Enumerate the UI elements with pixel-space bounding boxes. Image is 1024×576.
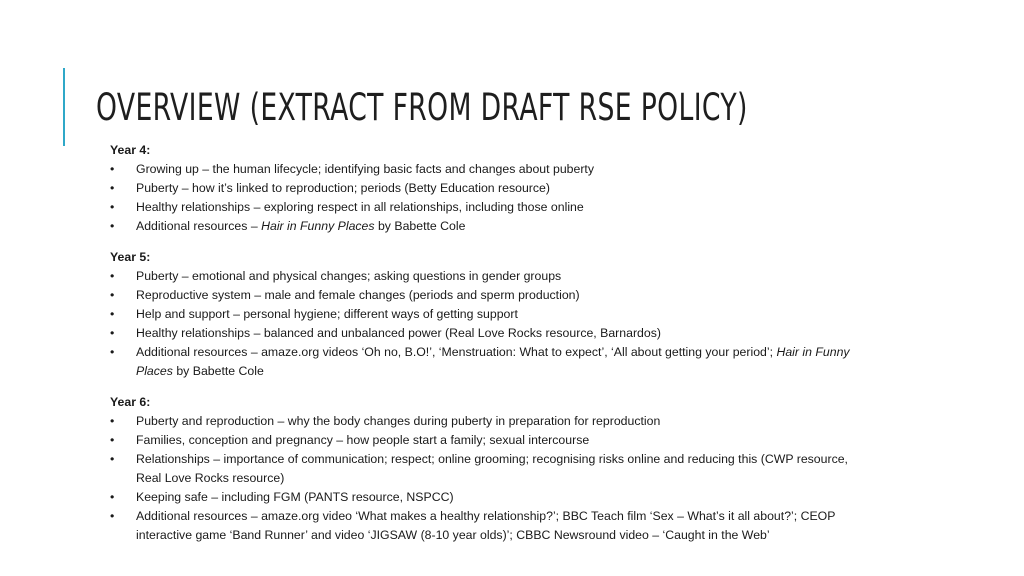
list-item: • Healthy relationships – exploring respect in all relationships, including those online (110, 198, 850, 217)
additional-suffix: by Babette Cole (374, 219, 466, 233)
list-item: • Help and support – personal hygiene; different ways of getting support (110, 305, 850, 324)
book-title: Hair in Funny Places (136, 345, 850, 378)
list-item-additional-resources (110, 217, 850, 236)
year-6-heading: Year 6: (110, 395, 151, 409)
list-item: • Puberty and reproduction – why the body changes during puberty in preparation for reproduction (110, 412, 850, 431)
list-item-additional-resources (110, 343, 850, 381)
list-item-additional-resources: • Additional resources – amaze.org video ‘What makes a healthy relationship?’; BBC Teach film ‘Sex – What’s it all about?’; CEOP interactive game ‘Band Runner’ and video ‘JIGSAW (8-10 year olds)’; CBBC Newsround video – ‘Caught in the Web’ (110, 507, 850, 545)
year-4-heading: Year 4: (110, 143, 151, 157)
year-6-list (110, 412, 850, 545)
list-item: • Reproductive system – male and female changes (periods and sperm production) (110, 286, 850, 305)
list-item: • Puberty – how it’s linked to reproduction; periods (Betty Education resource) (110, 179, 850, 198)
list-item: • Keeping safe – including FGM (PANTS resource, NSPCC) (110, 488, 850, 507)
list-item: • Families, conception and pregnancy – how people start a family; sexual intercourse (110, 431, 850, 450)
year-5-section (110, 248, 850, 381)
list-item: • Relationships – importance of communication; respect; online grooming; recognising risks online and reducing this (CWP resource, Real Love Rocks resource) (110, 450, 850, 488)
list-item: • Puberty – emotional and physical changes; asking questions in gender groups (110, 267, 850, 286)
year-5-list (110, 267, 850, 381)
year-4-section (110, 141, 850, 236)
year-4-list (110, 160, 850, 236)
additional-prefix: Additional resources – amaze.org videos ‘Oh no, B.O!’, ‘Menstruation: What to expect’, ‘All about getting your period’; (136, 345, 777, 359)
book-title: Hair in Funny Places (261, 219, 375, 233)
additional-suffix: by Babette Cole (172, 364, 264, 378)
list-item: • Healthy relationships – balanced and unbalanced power (Real Love Rocks resource, Barnardos) (110, 324, 850, 343)
list-item: • Growing up – the human lifecycle; identifying basic facts and changes about puberty (110, 160, 850, 179)
slide-title: OVERVIEW (EXTRACT FROM DRAFT RSE POLICY) (96, 86, 748, 129)
slide-content (110, 141, 850, 557)
title-accent-bar (63, 68, 65, 146)
additional-prefix: Additional resources – (136, 219, 262, 233)
year-5-heading: Year 5: (110, 250, 151, 264)
year-6-section (110, 393, 850, 545)
